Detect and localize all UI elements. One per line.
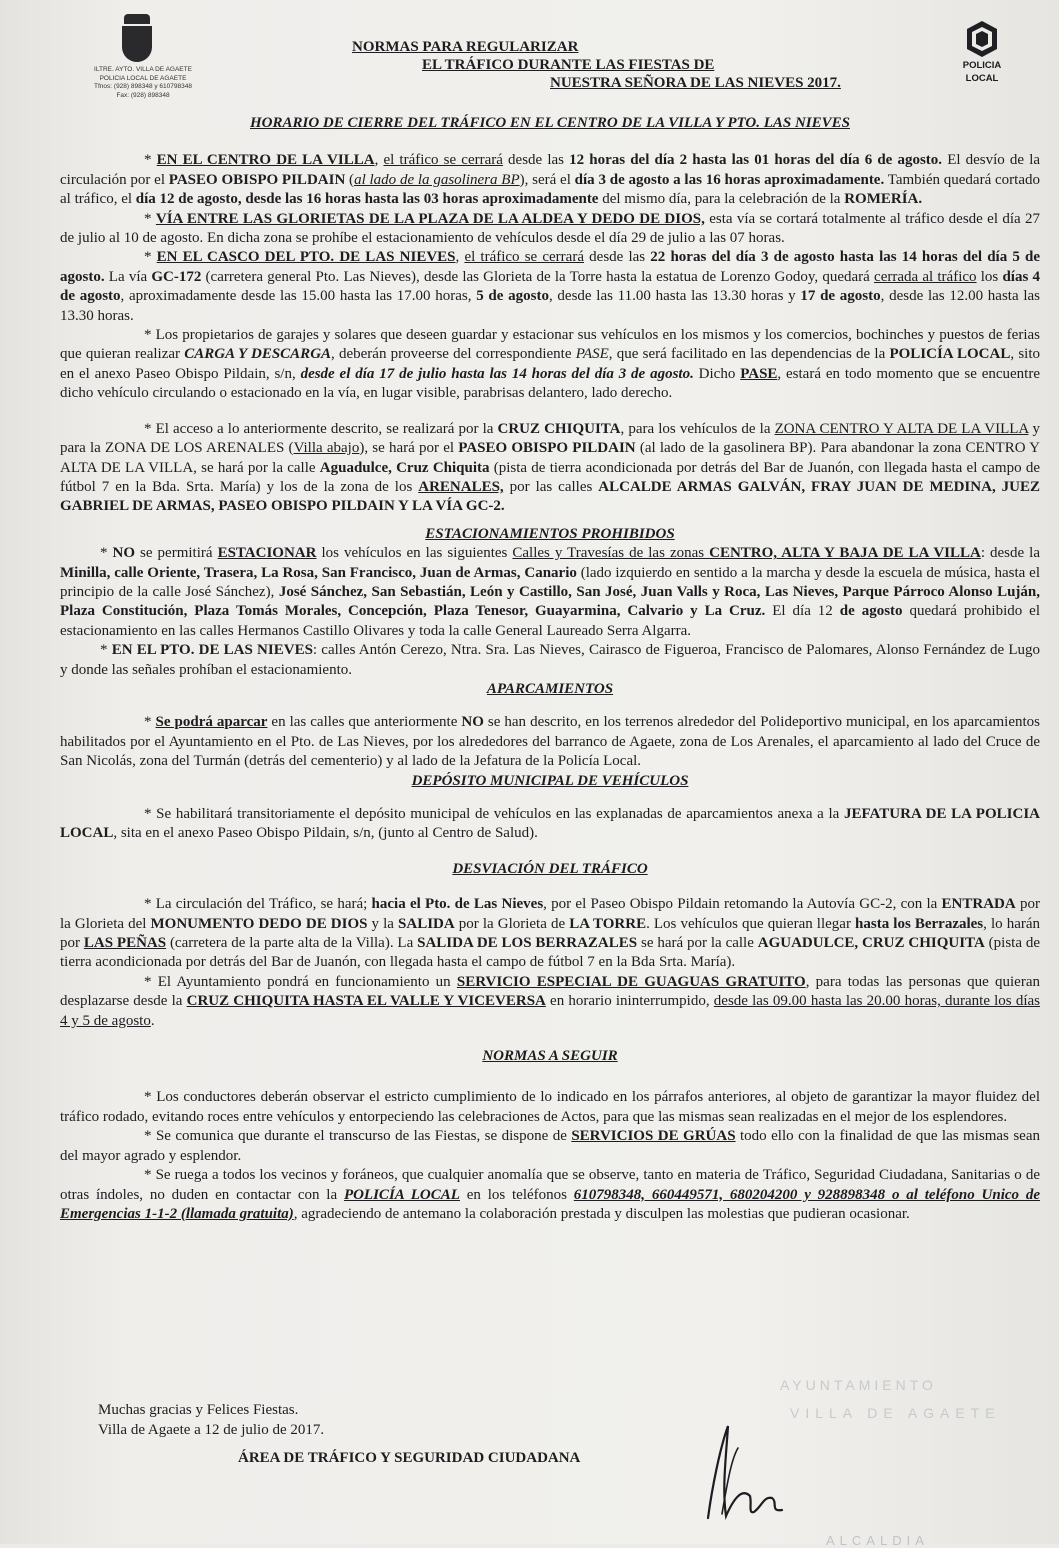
closing-place-date: Villa de Agaete a 12 de julio de 2017. <box>98 1422 325 1438</box>
stamp-line: AYUNTAMIENTO <box>780 1377 937 1393</box>
logo-label: LOCAL <box>965 73 999 84</box>
document-body <box>60 114 1040 1224</box>
paragraph-carga-descarga: * Los propietarios de garajes y solares que deseen guardar y estacionar sus vehículos en los mismos y los comercios, bochinches y puestos de ferias que quieran realizar CARGA Y DESCARGA, deberán proveerse del correspondiente PASE, que será facilitado en las dependencias de la POLICÍA LOCAL, sito en el anexo Paseo Obispo Pildain, s/n, desde el día 17 de julio hasta las 14 horas del día 3 de agosto. Dicho PASE, estará en todo momento que se encuentre dicho vehículo circulando o estacionado en la vía, en lugar visible, parabrisas delantero, lado derecho. <box>60 327 1040 402</box>
paragraph-centro-villa: * EN EL CENTRO DE LA VILLA, el tráfico se cerrará desde las 12 horas del día 2 hasta las 01 horas del día 6 de agosto. El desvío de la circulación por el PASEO OBISPO PILDAIN (al lado de la gasolinera BP), será el día 3 de agosto a las 16 horas aproximadamente. También quedará cortado al tráfico, el día 12 de agosto, desde las 16 horas hasta las 03 horas aproximadamente del mismo día, para la celebración de la ROMERÍA. <box>60 152 1041 208</box>
police-emblem-icon <box>966 20 998 58</box>
paragraph-no-estacionar: * NO se permitirá ESTACIONAR los vehículos en las siguientes Calles y Travesías de las zonas CENTRO, ALTA Y BAJA DE LA VILLA: desde la Minilla, calle Oriente, Trasera, La Rosa, San Francisco, Juan de Armas, Canario (lado izquierdo en sentido a la marcha y desde la escuela de música, hasta el principio de la calle José Sánchez), José Sánchez, San Sebastián, León y Castillo, San José, Juan Valls y Roca, Las Nieves, Parque Párroco Alonso Luján, Plaza Constitución, Plaza Tomás Morales, Concepción, Plaza Tenesor, Guayarmina, Calvario y La Cruz. El día 12 de agosto quedará prohibido el estacionamiento en las calles Hermanos Castillo Olivares y toda la calle General Laureado Serra Algarra. <box>60 545 1041 639</box>
title-line: NORMAS PARA REGULARIZAR <box>352 39 579 55</box>
document-title <box>352 38 882 92</box>
paragraph-desviacion: * La circulación del Tráfico, se hará; hacia el Pto. de Las Nieves, por el Paseo Obispo Pildain retomando la Autovía GC-2, con la ENTRADA por la Glorieta del MONUMENTO DEDO DE DIOS y la SALIDA por la Glorieta de LA TORRE. Los vehículos que quieran llegar hasta los Berrazales, lo harán por LAS PEÑAS (carretera de la parte alta de la Villa). La SALIDA DE LOS BERRAZALES se hará por la calle AGUADULCE, CRUZ CHIQUITA (pista de tierra acondicionada por detrás del Bar de Juanón, con llegada hasta el campo de fútbol 7 en la Bda Srta. María). <box>60 896 1041 971</box>
paragraph-deposito: * Se habilitará transitoriamente el depósito municipal de vehículos en las explanadas de aparcamientos anexa a la JEFATURA DE LA POLICIA LOCAL, sita en el anexo Paseo Obispo Pildain, s/n, (junto al Centro de Salud). <box>60 806 1040 842</box>
section-heading-deposito: DEPÓSITO MUNICIPAL DE VEHÍCULOS <box>411 772 689 789</box>
section-heading-estacionamientos: ESTACIONAMIENTOS PROHIBIDOS <box>425 525 675 542</box>
signing-area: ÁREA DE TRÁFICO Y SEGURIDAD CIUDADANA <box>238 1450 581 1466</box>
issuer-line: Tfnos: (928) 898348 y 610798348 <box>94 83 192 90</box>
title-line: NUESTRA SEÑORA DE LAS NIEVES 2017. <box>550 75 841 91</box>
policia-local-logo <box>960 20 1004 84</box>
section-heading-desviacion: DESVIACIÓN DEL TRÁFICO <box>452 860 648 877</box>
paragraph-guaguas: * El Ayuntamiento pondrá en funcionamiento un SERVICIO ESPECIAL DE GUAGUAS GRATUITO, para todas las personas que quieran desplazarse desde la CRUZ CHIQUITA HASTA EL VALLE Y VICEVERSA en horario ininterrumpido, desde las 09.00 hasta las 20.00 horas, durante los días 4 y 5 de agosto. <box>60 973 1040 1029</box>
issuer-line: POLICIA LOCAL DE AGAETE <box>99 74 187 82</box>
stamp-line: ALCALDIA <box>826 1533 929 1548</box>
closing-thanks: Muchas gracias y Felices Fiestas. <box>98 1402 299 1418</box>
paragraph-contacto: * Se ruega a todos los vecinos y foráneos, que cualquier anomalía que se observe, tanto en materia de Tráfico, Seguridad Ciudadana, Sanitarias o de otras índoles, no duden en contactar con la POLICÍA LOCAL en los teléfonos 610798348, 660449571, 680204200 y 928898348 o al teléfono Unico de Emergencias 1-1-2 (llamada gratuita), agradeciendo de antemano la colaboración prestada y disculpen las molestias que pudieran ocasionar. <box>60 1167 1040 1222</box>
closing-block <box>98 1400 324 1440</box>
paragraph-via-glorietas: * VÍA ENTRE LAS GLORIETAS DE LA PLAZA DE LA ALDEA Y DEDO DE DIOS, esta vía se cortará totalmente al tráfico desde el día 27 de julio al 10 de agosto. En dicha zona se prohíbe el estacionamiento de vehículos desde el día 29 de julio a las 07 horas. <box>60 210 1041 247</box>
section-heading-horario: HORARIO DE CIERRE DEL TRÁFICO EN EL CENTRO DE LA VILLA Y PTO. LAS NIEVES <box>250 115 850 131</box>
official-stamp <box>760 1365 1050 1548</box>
stamp-line: VILLA DE AGAETE <box>790 1405 1001 1421</box>
issuer-line: ILTRE. AYTO. VILLA DE AGAETE <box>94 66 192 73</box>
municipal-crest-icon <box>120 14 154 64</box>
signature-icon <box>698 1418 798 1528</box>
paragraph-acceso: * El acceso a lo anteriormente descrito, se realizará por la CRUZ CHIQUITA, para los vehículos de la ZONA CENTRO Y ALTA DE LA VILLA y para la ZONA DE LOS ARENALES (Villa abajo), se hará por el PASEO OBISPO PILDAIN (al lado de la gasolinera BP). Para abandonar la zona CENTRO Y ALTA DE LA VILLA, se hará por la calle Aguadulce, Cruz Chiquita (pista de tierra acondicionada por detrás del Bar de Juanón, con llegada hasta el campo de fútbol 7 en la Bda. Srta. María) y los de la zona de los ARENALES, por las calles ALCALDE ARMAS GALVÁN, FRAY JUAN DE MEDINA, JUEZ GABRIEL DE ARMAS, PASEO OBISPO PILDAIN Y LA VÍA GC-2. <box>60 420 1041 515</box>
section-heading-normas: NORMAS A SEGUIR <box>482 1048 618 1065</box>
paragraph-conductores: * Los conductores deberán observar el estricto cumplimiento de lo indicado en los párrafos anteriores, al objeto de garantizar la mayor fluidez del tráfico rodado, evitando roces entre vehículos y entorpeciendo las celebraciones de Actos, para que las mismas sean realizadas en el mejor de los esplendores. <box>60 1089 1040 1125</box>
section-heading-aparcamientos: APARCAMIENTOS <box>486 680 614 697</box>
title-line: EL TRÁFICO DURANTE LAS FIESTAS DE <box>422 57 715 73</box>
issuer-block <box>78 66 208 100</box>
paragraph-pto-nieves: * EN EL PTO. DE LAS NIEVES: calles Antón Cerezo, Ntra. Sra. Las Nieves, Cairasco de Figueroa, Francisco de Palomares, Alonso Fernández de Lugo y donde las señales prohíban el estacionamiento. <box>60 642 1040 678</box>
logo-label: POLICIA <box>962 60 1002 71</box>
paragraph-casco-nieves: * EN EL CASCO DEL PTO. DE LAS NIEVES, el tráfico se cerrará desde las 22 horas del día 3 de agosto hasta las 14 horas del día 5 de agosto. La vía GC-172 (carretera general Pto. Las Nieves), desde las Glorieta de la Torre hasta la estatua de Lorenzo Godoy, quedará cerrada al tráfico los días 4 de agosto, aproximadamente desde las 15.00 hasta las 17.00 horas, 5 de agosto, desde las 11.00 hasta las 13.30 horas y 17 de agosto, desde las 12.00 hasta las 13.30 horas. <box>60 249 1041 324</box>
issuer-line: Fax: (928) 898348 <box>116 91 170 99</box>
paragraph-gruas: * Se comunica que durante el transcurso de las Fiestas, se dispone de SERVICIOS DE GRÚAS todo ello con la finalidad de que las mismas sean del mayor agrado y esplendor. <box>60 1128 1040 1164</box>
paragraph-aparcar: * Se podrá aparcar en las calles que anteriormente NO se han descrito, en los terrenos alrededor del Polideportivo municipal, en los aparcamientos habilitados por el Ayuntamiento en el Pto. de Las Nieves, por los alrededores del barranco de Agaete, zona de Los Arenales, el aparcamiento al lado del Cruce de San Nicolás, zona del Turmán (detrás del cementerio) y al lado de la Jefatura de la Policía Local. <box>60 714 1040 770</box>
